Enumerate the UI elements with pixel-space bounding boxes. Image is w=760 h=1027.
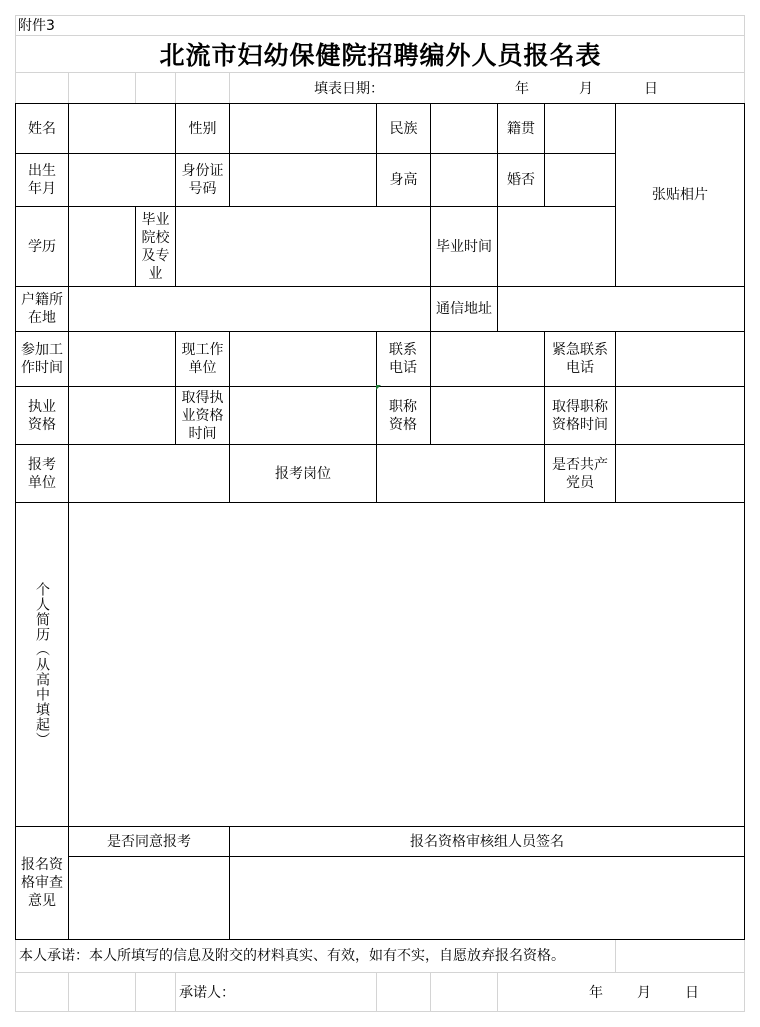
input-gender[interactable]	[230, 104, 376, 153]
input-license[interactable]	[69, 387, 175, 444]
gridline	[135, 972, 136, 1012]
gridline	[135, 72, 136, 103]
label-household: 户籍所在地	[21, 292, 63, 326]
gridline	[15, 1011, 745, 1012]
gridline	[615, 940, 616, 972]
date-month: 月	[579, 81, 593, 97]
input-height[interactable]	[431, 154, 497, 206]
input-id-number[interactable]	[230, 154, 376, 206]
label-review: 报名资格审查意见	[21, 857, 63, 909]
form-title: 北流市妇幼保健院招聘编外人员报名表	[159, 41, 602, 70]
input-title-time[interactable]	[616, 387, 744, 444]
table-border	[744, 103, 745, 940]
label-title-qual: 职称资格	[389, 398, 417, 433]
label-ethnicity: 民族	[389, 120, 418, 137]
label-current-unit: 现工作单位	[181, 342, 224, 376]
label-emergency-phone: 紧急联系电话	[552, 342, 608, 376]
input-education[interactable]	[69, 207, 135, 286]
sign-day: 日	[685, 985, 699, 1001]
sign-month: 月	[637, 985, 651, 1001]
gridline	[15, 940, 16, 1012]
input-agree[interactable]	[69, 857, 229, 939]
input-name[interactable]	[69, 104, 175, 153]
input-apply-unit[interactable]	[69, 445, 229, 502]
gridline	[15, 72, 745, 73]
label-education: 学历	[28, 238, 56, 255]
label-license-time: 取得执业资格时间	[181, 389, 224, 442]
input-title-qual[interactable]	[431, 387, 544, 444]
input-apply-position[interactable]	[377, 445, 544, 502]
pledge-text: 本人承诺：本人所填写的信息及附交的材料真实、有效，如有不实，自愿放弃报名资格。	[19, 948, 565, 964]
label-party-member: 是否共产党员	[552, 456, 608, 491]
pledger-label: 承诺人：	[179, 985, 235, 1001]
table-border	[544, 331, 545, 503]
gridline	[175, 972, 176, 1012]
label-work-start: 参加工作时间	[21, 342, 63, 376]
input-phone[interactable]	[431, 332, 544, 386]
label-id-number: 身份证号码	[181, 163, 224, 197]
date-day: 日	[644, 81, 658, 97]
input-birth[interactable]	[69, 154, 175, 206]
label-birth: 出生年月	[28, 163, 56, 197]
photo-box[interactable]: 张贴相片	[652, 187, 708, 203]
gridline	[497, 972, 498, 1012]
date-year: 年	[515, 81, 529, 97]
label-address: 通信地址	[436, 301, 492, 317]
label-resume	[16, 503, 68, 826]
input-ethnicity[interactable]	[431, 104, 497, 153]
input-marital[interactable]	[545, 154, 615, 206]
gridline	[68, 72, 69, 103]
label-title-time: 取得职称资格时间	[552, 398, 608, 433]
gridline	[376, 972, 377, 1012]
input-license-time[interactable]	[230, 387, 376, 444]
table-border	[175, 331, 176, 445]
input-emergency-phone[interactable]	[616, 332, 744, 386]
label-phone: 联系电话	[389, 342, 417, 376]
label-native-place: 籍贯	[507, 120, 535, 137]
gridline	[15, 972, 745, 973]
input-graduation-time[interactable]	[498, 207, 615, 286]
input-resume[interactable]	[69, 503, 744, 826]
sign-year: 年	[589, 985, 603, 1001]
date-label: 填表日期：	[314, 81, 384, 97]
gridline	[15, 15, 745, 16]
gridline	[175, 72, 176, 103]
table-border	[135, 206, 136, 287]
input-address[interactable]	[498, 287, 744, 331]
label-graduation-time: 毕业时间	[436, 238, 492, 255]
label-gender: 性别	[188, 120, 217, 137]
label-license: 执业资格	[28, 398, 56, 433]
label-signature: 报名资格审核组人员签名	[410, 833, 564, 850]
gridline	[68, 972, 69, 1012]
label-agree: 是否同意报考	[107, 833, 191, 850]
input-party-member[interactable]	[616, 445, 744, 502]
gridline	[430, 972, 431, 1012]
input-native-place[interactable]	[545, 104, 615, 153]
label-school-major: 毕业院校及专业	[141, 211, 170, 282]
input-current-unit[interactable]	[230, 332, 376, 386]
input-school-major[interactable]	[176, 207, 430, 286]
label-resume-text: 个人简历（从高中填起）	[34, 582, 50, 747]
label-marital: 婚否	[507, 172, 535, 188]
table-border	[15, 939, 745, 940]
input-work-start[interactable]	[69, 332, 175, 386]
cell-comment-marker	[376, 385, 381, 390]
input-signature[interactable]	[230, 857, 744, 939]
gridline	[229, 72, 230, 103]
label-name: 姓名	[28, 120, 56, 137]
label-height: 身高	[389, 172, 418, 188]
attachment-label: 附件3	[18, 18, 55, 34]
gridline	[744, 940, 745, 1012]
label-apply-position: 报考岗位	[275, 465, 331, 482]
input-household[interactable]	[69, 287, 430, 331]
label-apply-unit: 报考单位	[28, 456, 56, 491]
